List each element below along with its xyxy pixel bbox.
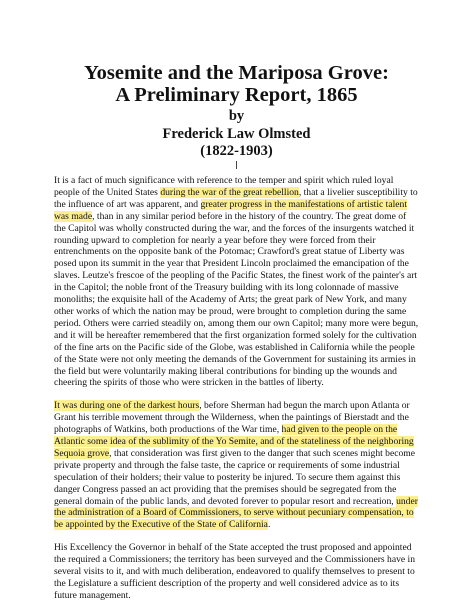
title-block — [54, 0, 419, 169]
text-segment: It is a fact of much significance with reference to the temper and spirit which ruled loyal people of the United States — [54, 175, 394, 198]
highlighted-text: under the administration of a Board of Commissioners, to serve without pecuniary compensation, to be appointed by the Executive of the State of California — [54, 495, 418, 531]
text-segment: , that a livelier susceptibility to the influence of art was apparent, and — [54, 186, 418, 210]
highlighted-text: It was during one of the darkest hours — [54, 400, 200, 412]
byline-by: by — [228, 108, 245, 124]
paragraph-2 — [54, 400, 419, 531]
text-segment: , before Sherman had begun the march upon Atlanta or Grant his terrible movement through the Wilderness, when the paintings of Bierstadt and the photographs of Watkins, both productions of the War time, — [54, 400, 410, 436]
author-years: (1822-1903) — [200, 143, 273, 159]
document-title-line-2: A Preliminary Report, 1865 — [115, 84, 358, 106]
author-name: Frederick Law Olmsted — [162, 126, 311, 142]
document-title-line-1: Yosemite and the Mariposa Grove: — [84, 62, 389, 84]
text-segment: His Excellency the Governor in behalf of the State accepted the trust proposed and appointed the required a Commissioners; the territory has been surveyed and the Commissioners have in several visits to it, and with much deliberation, endeavored to qualify themselves to present to the Legislature a sufficient description of the property and well considered advice as to its future management. — [54, 542, 416, 601]
highlighted-text: had given to the people on the Atlantic some idea of the sublimity of the Yo Semite, and of the stateliness of the neighboring Sequoia grove — [54, 424, 414, 459]
highlighted-text: during the war of the great rebellion — [160, 186, 299, 198]
paragraph-3 — [54, 542, 419, 602]
body-text — [54, 175, 419, 602]
text-segment: , than in any similar period before in the history of the country. The great dome of the Capitol was wholly constructed during the war, and the forces of the insurgents watched it rounding upward to completion for nearly a year before they were forced from their entrenchments on the opposite bank of the Potomac; Crawford's great statue of Liberty was posed upon its summit in the year that President Lincoln proclaimed the emancipation of the slaves. Leutze's frescoe of the peopling of the Pacific States, the finest work of the painter's art in the Capitol; the noble front of the Treasury building with its long colonnade of massive monoliths; the exquisite hall of the Academy of Arts; the great park of New York, and many other works of which the nation may be proud, were brought to completion during the same period. Others were carried steadily on, among them our own Capitol; many more were begun, and it will be hereafter remembered that the first organization formed solely for the cultivation of the fine arts on the Pacific side of the Globe, was established in California while the people of the State were not only meeting the demands of the Government for sustaining its armies in the field but were voluntarily making liberal contributions for binding up the wounds and cheering the spirits of those who were stricken in the battles of liberty. — [54, 210, 419, 389]
paragraph-1 — [54, 175, 419, 389]
text-cursor — [236, 161, 237, 169]
text-segment: , that consideration was first given to the danger that such scenes might become private property and through the false taste, the caprice or requirements of some industrial speculation of their holders; their value to posterity be injured. To secure them against this danger Congress passed an act providing that the premises should be segregated from the general domain of the public lands, and devoted forever to popular resort and recreation, — [54, 447, 416, 507]
text-segment: . — [267, 519, 271, 531]
highlighted-text: greater progress in the manifestations of artistic talent was made — [54, 198, 407, 222]
